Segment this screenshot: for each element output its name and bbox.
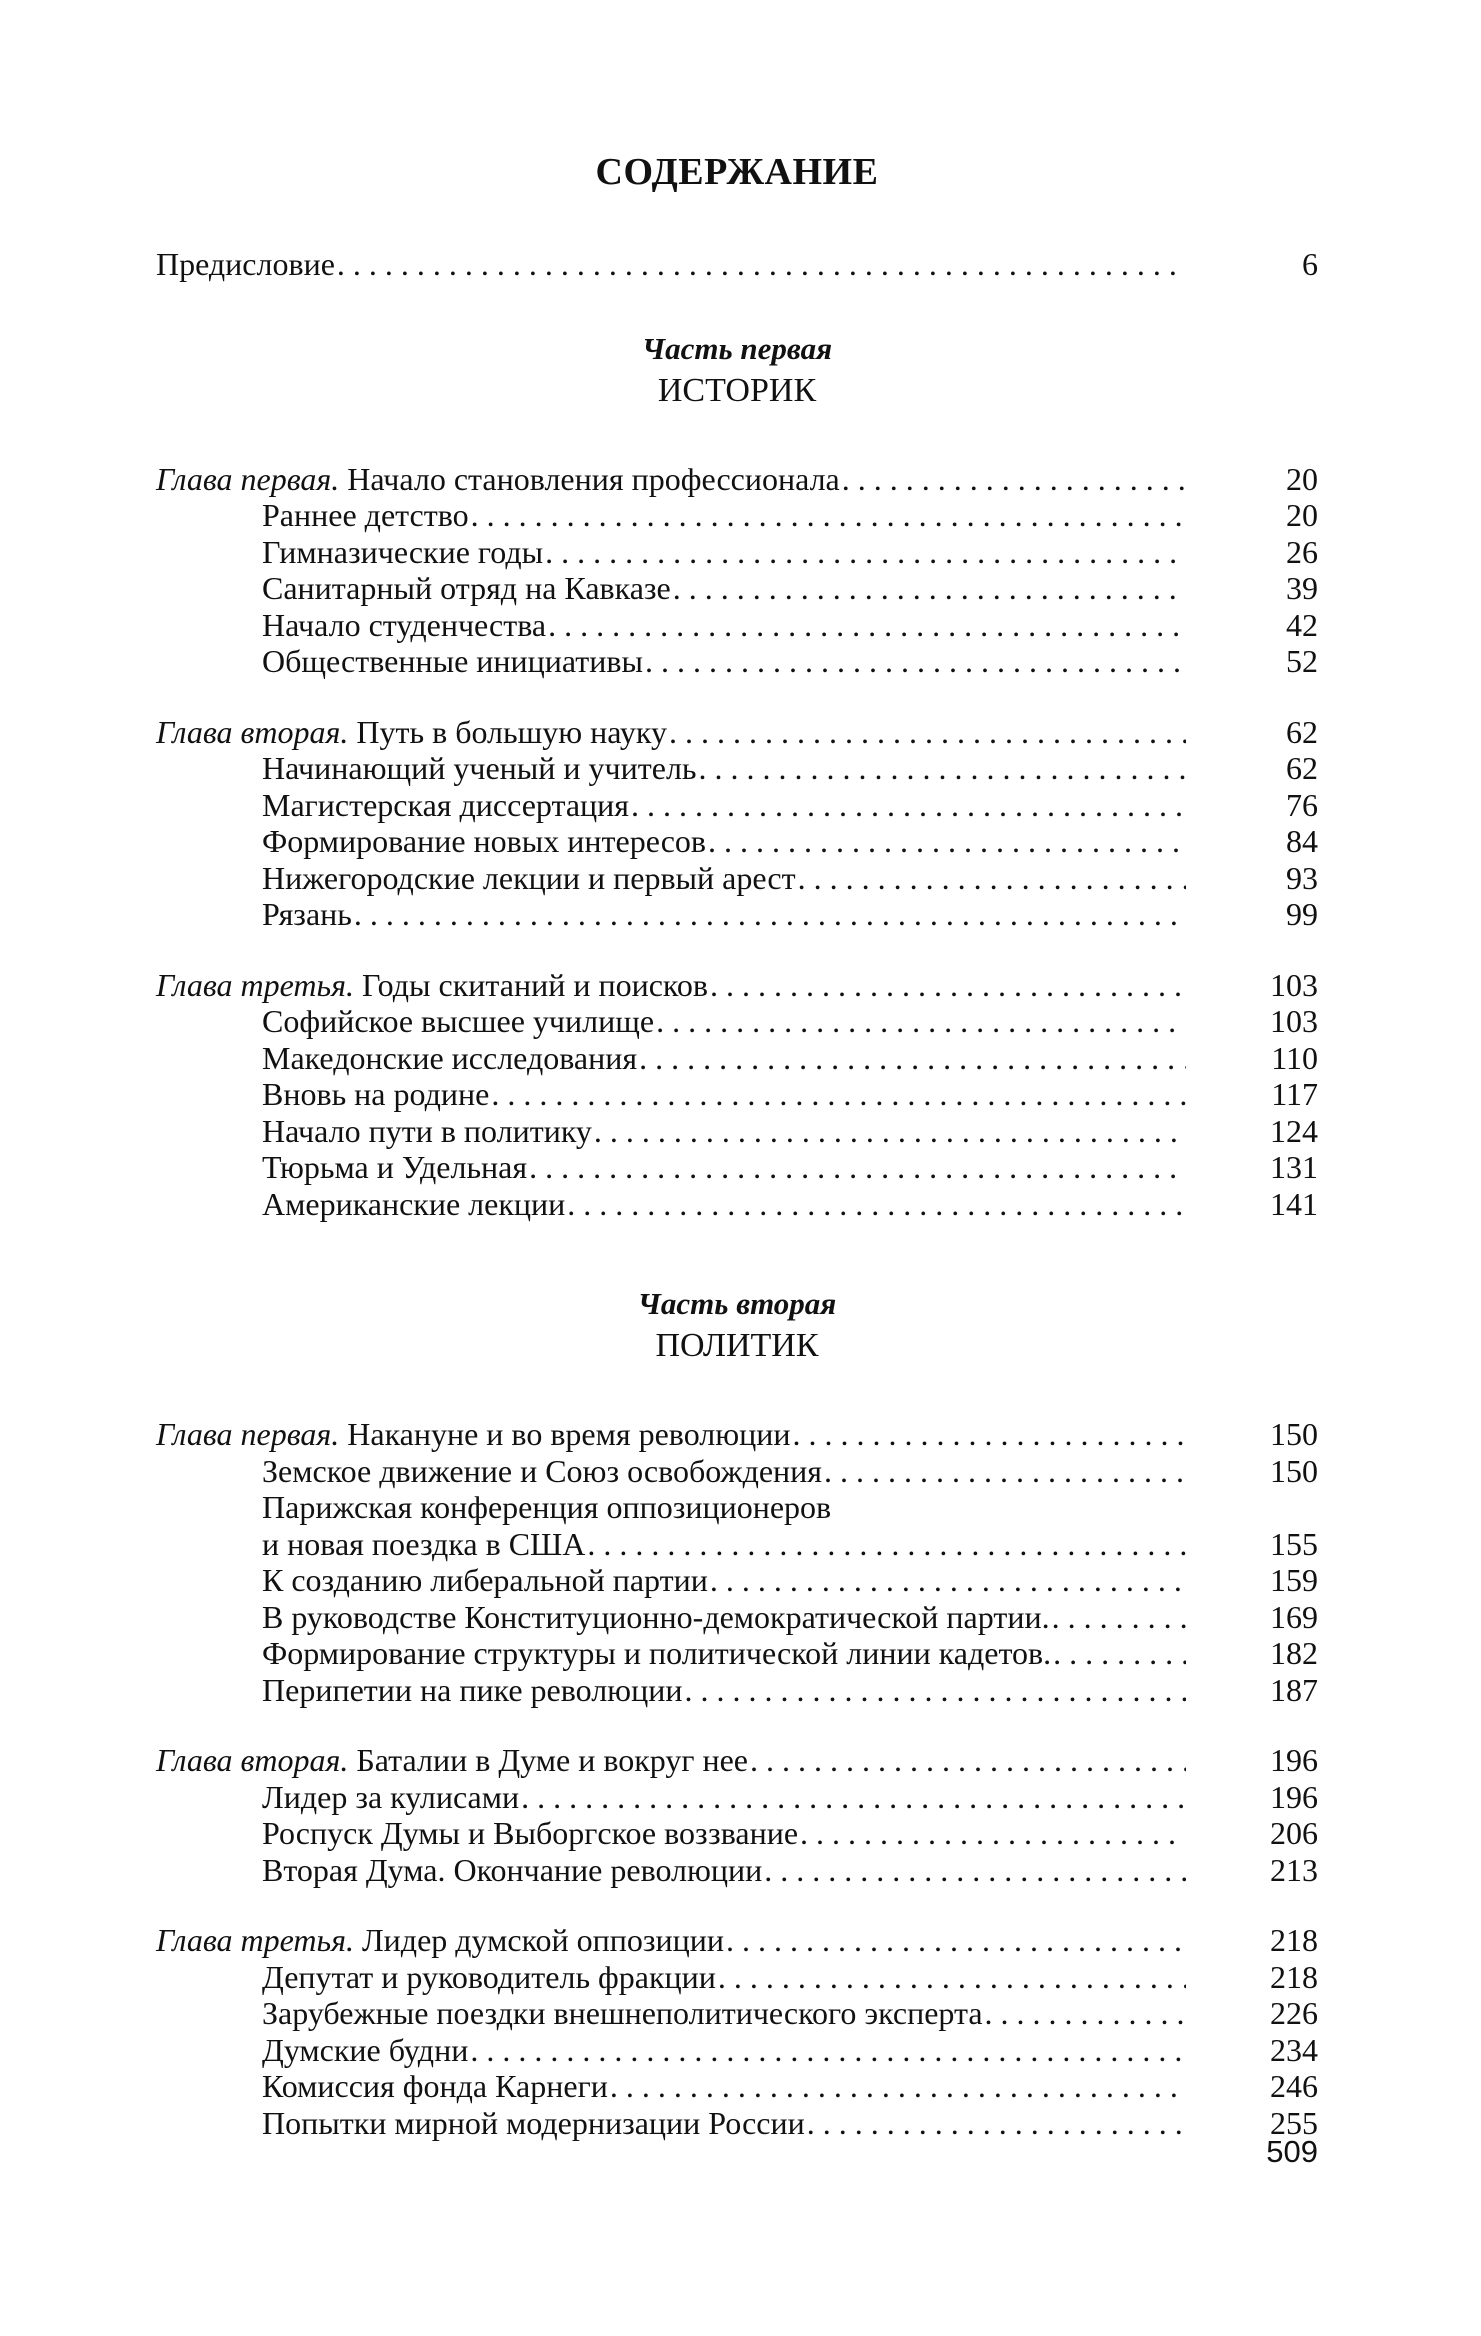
entry-title: К созданию либеральной партии: [262, 1562, 708, 1598]
entry-page: 155: [1270, 1525, 1318, 1562]
leader-dots: [610, 2068, 1186, 2105]
toc-entry-section: [156, 643, 1318, 680]
leader-dots: [842, 461, 1186, 498]
chapter-title: Годы скитаний и поисков: [353, 966, 708, 1003]
leader-dots: [354, 896, 1186, 933]
entry-title: Перипетии на пике революции: [262, 1671, 683, 1708]
leader-dots: [669, 714, 1186, 751]
toc-part: [156, 329, 1318, 1223]
entry-page: 99: [1286, 896, 1318, 932]
toc-chapter: [156, 1922, 1318, 2141]
toc-entry-section: [156, 860, 1318, 897]
leader-dots: [750, 1742, 1186, 1779]
part-label: Часть вторая: [637, 1286, 837, 1321]
leader-dots: [529, 1149, 1186, 1186]
entry-title: Думские будни: [262, 2031, 469, 2068]
entry-page: 218: [1270, 1958, 1318, 1995]
toc-entry-section: [156, 1453, 1318, 1490]
leader-dots: [985, 1995, 1186, 2032]
entry-title: и новая поездка в США: [262, 1525, 586, 1562]
entry-page: 246: [1270, 2068, 1318, 2104]
leader-dots: [793, 1416, 1186, 1453]
toc-entry-section-line: [156, 1489, 1318, 1526]
toc-entry-section: [156, 1003, 1318, 1040]
toc-entry-section: [156, 1562, 1318, 1599]
toc-entry-section: [156, 1040, 1318, 1077]
entry-page: 150: [1270, 1416, 1318, 1452]
chapter-title: Накануне и во время революции: [339, 1416, 791, 1452]
toc-entry-section: [156, 1779, 1318, 1816]
entry-title: [156, 1742, 748, 1779]
entry-page: 52: [1286, 643, 1318, 679]
leader-dots: [1052, 1599, 1186, 1636]
toc-entry-section: [156, 1672, 1318, 1709]
toc-entry-chapter: [156, 1922, 1318, 1959]
entry-page: 187: [1270, 1671, 1318, 1708]
page-number: 509: [1266, 2134, 1318, 2169]
entry-title: [156, 967, 708, 1004]
entry-page: 226: [1270, 1995, 1318, 2031]
toc-entry-section: [156, 1852, 1318, 1889]
toc-entry-chapter: [156, 461, 1318, 498]
entry-page: 117: [1271, 1076, 1318, 1112]
toc-entry-section: [156, 2105, 1318, 2142]
leader-dots: [710, 1562, 1186, 1599]
entry-page: 196: [1270, 1778, 1318, 1815]
leader-dots: [645, 643, 1186, 680]
leader-dots: [548, 607, 1186, 644]
entry-title: Предисловие: [156, 246, 335, 282]
part-spacer: [156, 1256, 1318, 1284]
entry-page: 218: [1270, 1922, 1318, 1958]
entry-page: 103: [1270, 966, 1318, 1003]
toc-chapter: [156, 967, 1318, 1223]
chapter-title: Путь в большую науку: [348, 713, 667, 750]
toc-entry-section: [156, 2068, 1318, 2105]
entry-title: Зарубежные поездки внешнеполитического эксперта: [262, 1995, 983, 2031]
leader-dots: [631, 787, 1186, 824]
entry-title: Нижегородские лекции и первый арест: [262, 859, 796, 896]
leader-dots: [764, 1852, 1186, 1889]
toc-entry-section: [156, 607, 1318, 644]
leader-dots: [718, 1959, 1186, 1996]
leader-dots: [708, 823, 1186, 860]
toc-entry-section: [156, 2032, 1318, 2069]
leader-dots: [699, 750, 1186, 787]
entry-page: 206: [1270, 1815, 1318, 1851]
toc-entry-section: [156, 1113, 1318, 1150]
entry-title: Начало пути в политику: [262, 1112, 592, 1149]
chapter-prefix: Глава первая.: [156, 1416, 340, 1452]
entry-title: [156, 1416, 791, 1453]
toc-entry-section: [156, 1149, 1318, 1186]
chapter-title: Лидер думской оппозиции: [353, 1922, 725, 1958]
entry-title: [156, 1922, 724, 1959]
toc-chapter: [156, 714, 1318, 933]
toc-entry-section: [156, 1995, 1318, 2032]
entry-page: 20: [1286, 460, 1318, 497]
leader-dots: [594, 1113, 1186, 1150]
entry-page: 196: [1270, 1742, 1318, 1778]
leader-dots: [807, 2105, 1186, 2142]
entry-page: 84: [1286, 823, 1318, 859]
parts-container: [156, 329, 1318, 2142]
entry-title: Гимназические годы: [262, 533, 544, 570]
leader-dots: [491, 1076, 1186, 1113]
leader-dots: [545, 534, 1186, 571]
toc-part: [156, 1256, 1318, 2141]
entry-page: 131: [1270, 1149, 1318, 1185]
toc-entry-section: [156, 1186, 1318, 1223]
entry-page: 6: [1302, 246, 1318, 282]
toc-entry-chapter: [156, 1416, 1318, 1453]
toc-entry-section: [156, 1599, 1318, 1636]
entry-page: 62: [1286, 750, 1318, 786]
entry-title: Санитарный отряд на Кавказе: [262, 570, 671, 606]
chapter-prefix: Глава третья.: [156, 966, 354, 1003]
entry-page: 182: [1270, 1635, 1318, 1671]
entry-title: Начало студенчества: [262, 606, 547, 643]
part-title: ПОЛИТИК: [655, 1327, 819, 1364]
entry-page: 39: [1286, 570, 1318, 606]
entry-page: 62: [1286, 713, 1318, 750]
toc-entry-section: [156, 1635, 1318, 1672]
entry-page: 234: [1270, 2031, 1318, 2068]
entry-page: 110: [1271, 1039, 1318, 1076]
entry-title: Депутат и руководитель фракции: [262, 1958, 716, 1995]
entry-title: Парижская конференция оппозиционеров: [262, 1489, 832, 1525]
leader-dots: [587, 1526, 1186, 1563]
entry-title: Формирование новых интересов: [262, 823, 706, 859]
chapter-prefix: Глава вторая.: [156, 1742, 349, 1778]
toc-entry-section: [156, 750, 1318, 787]
entry-title: Формирование структуры и политической линии кадетов.: [262, 1635, 1052, 1671]
toc-entry-section: [156, 534, 1318, 571]
leader-dots: [567, 1186, 1186, 1223]
chapter-prefix: Глава первая.: [156, 460, 340, 497]
leader-dots: [684, 1672, 1186, 1709]
entry-title: Тюрьма и Удельная: [262, 1149, 528, 1185]
chapter-title: Начало становления профессионала: [339, 460, 840, 497]
entry-title: Земское движение и Союз освобождения: [262, 1452, 823, 1489]
entry-title: [156, 461, 840, 498]
chapter-title: Баталии в Думе и вокруг нее: [348, 1742, 748, 1778]
entry-title: Магистерская диссертация: [262, 786, 630, 823]
leader-dots: [726, 1922, 1186, 1959]
entry-title: Рязань: [262, 896, 352, 932]
leader-dots: [639, 1040, 1186, 1077]
entry-title: Лидер за кулисами: [262, 1778, 520, 1815]
leader-dots: [470, 2032, 1186, 2069]
chapter-prefix: Глава третья.: [156, 1922, 354, 1958]
toc-heading: СОДЕРЖАНИЕ: [595, 151, 879, 193]
entry-page: 42: [1286, 606, 1318, 643]
entry-title: В руководстве Конституционно-демократической партии.: [262, 1598, 1050, 1635]
entry-title: Комиссия фонда Карнеги: [262, 2068, 608, 2104]
toc-entry-section: [156, 896, 1318, 933]
entry-page: 103: [1270, 1003, 1318, 1039]
entry-title: Общественные инициативы: [262, 643, 644, 679]
entry-page: 26: [1286, 533, 1318, 570]
leader-dots: [337, 246, 1186, 283]
toc-page: [156, 150, 1318, 2175]
leader-dots: [800, 1815, 1186, 1852]
toc-entry-section: [156, 497, 1318, 534]
toc-chapter: [156, 1416, 1318, 1708]
toc-entry-chapter: [156, 967, 1318, 1004]
entry-title: Начинающий ученый и учитель: [262, 750, 697, 786]
toc-entry-preface: [156, 246, 1318, 283]
entry-page: 159: [1270, 1562, 1318, 1598]
entry-page: 76: [1286, 786, 1318, 823]
toc-chapter: [156, 461, 1318, 680]
toc-entry-section: [156, 787, 1318, 824]
leader-dots: [521, 1779, 1186, 1816]
entry-page: 255: [1270, 2104, 1318, 2141]
entry-title: Македонские исследования: [262, 1039, 638, 1076]
chapter-prefix: Глава вторая.: [156, 713, 349, 750]
toc-entry-section: [156, 823, 1318, 860]
part-label: Часть первая: [641, 330, 833, 366]
toc-entry-section: [156, 1815, 1318, 1852]
entry-page: 93: [1286, 859, 1318, 896]
entry-page: 213: [1270, 1851, 1318, 1888]
entry-page: 169: [1270, 1598, 1318, 1635]
leader-dots: [656, 1003, 1186, 1040]
entry-page: 141: [1270, 1185, 1318, 1222]
toc-entry-chapter: [156, 714, 1318, 751]
entry-page: 124: [1270, 1112, 1318, 1149]
entry-title: Раннее детство: [262, 497, 469, 533]
entry-title: [156, 714, 667, 751]
entry-title: Американские лекции: [262, 1185, 566, 1222]
entry-title: Роспуск Думы и Выборгское воззвание: [262, 1815, 799, 1851]
leader-dots: [710, 967, 1186, 1004]
entry-title: Софийское высшее училище: [262, 1003, 655, 1039]
leader-dots: [1053, 1635, 1186, 1672]
leader-dots: [673, 570, 1186, 607]
toc-entry-section: [156, 570, 1318, 607]
entry-page: 150: [1270, 1452, 1318, 1489]
part-title: ИСТОРИК: [657, 371, 817, 409]
entry-title: Вторая Дума. Окончание революции: [262, 1851, 763, 1888]
entry-title: Попытки мирной модернизации России: [262, 2104, 805, 2141]
toc-entry-section: [156, 1526, 1318, 1563]
entry-page: 20: [1286, 497, 1318, 533]
toc-chapter: [156, 1742, 1318, 1888]
toc-entry-section: [156, 1959, 1318, 1996]
toc-entry-section: [156, 1076, 1318, 1113]
entry-title: Вновь на родине: [262, 1076, 490, 1112]
toc-entry-chapter: [156, 1742, 1318, 1779]
leader-dots: [824, 1453, 1186, 1490]
leader-dots: [798, 860, 1186, 897]
leader-dots: [471, 497, 1186, 534]
